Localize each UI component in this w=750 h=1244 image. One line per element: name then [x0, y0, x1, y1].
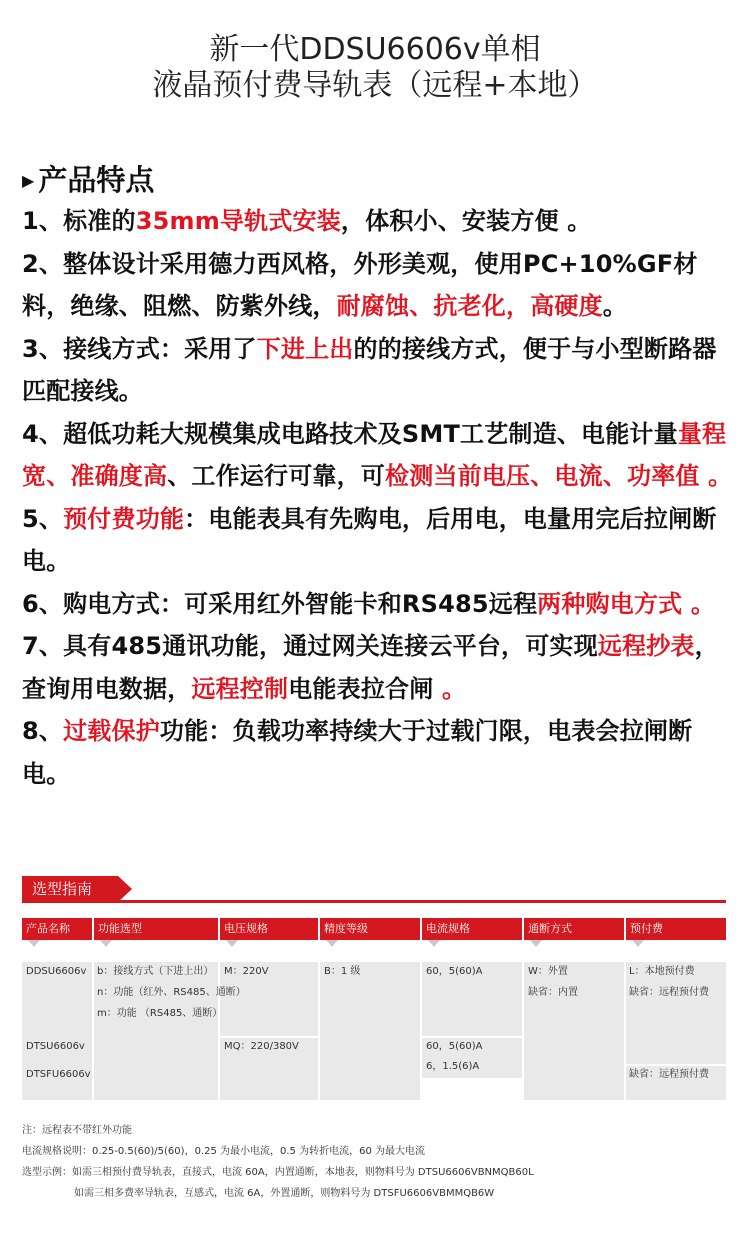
- feature-highlight: 。: [441, 674, 467, 703]
- feature-text: ：电能表具有先购电，后用电，电量用完后拉闸断电。: [22, 504, 717, 575]
- feature-text: 。: [602, 292, 628, 320]
- feature-text: 3、接线方式：采用了: [22, 334, 257, 363]
- feature-text: 1、标准的: [22, 207, 136, 235]
- feature-item-7: [22, 625, 734, 710]
- prepay-default-1: 缺省：远程预付费: [629, 987, 709, 998]
- feature-text: ，查询用电数据，: [22, 632, 719, 703]
- feature-item-6: [22, 583, 734, 626]
- selection-guide-tab: 选型指南: [22, 876, 118, 902]
- page-title-line1: 新一代DDSU6606v单相: [209, 32, 541, 67]
- switch-default: 缺省：内置: [528, 987, 578, 998]
- selection-guide-divider: [22, 900, 726, 903]
- feature-highlight: 下进上出: [256, 334, 354, 363]
- feature-text: 4、超低功耗大规模集成电路技术及SMT工艺制造、电能计量: [22, 419, 678, 448]
- chevron-down-icon: [226, 940, 238, 947]
- feature-text: 、工作运行可靠，可: [167, 462, 386, 490]
- note-current-spec: 电流规格说明：0.25-0.5(60)/5(60)，0.25 为最小电流，0.5 为转折电流，60 为最大电流: [22, 1146, 425, 1157]
- feature-text: 8、: [22, 717, 64, 745]
- features-heading-text: 产品特点: [38, 163, 155, 197]
- feature-highlight: 远程控制: [191, 674, 289, 703]
- switch-w: W：外置: [528, 966, 568, 977]
- feature-highlight: 检测当前电压、电流、功率值 。: [385, 462, 733, 490]
- chevron-down-icon: [632, 940, 644, 947]
- feature-highlight: 过载保护: [63, 717, 160, 745]
- feature-highlight: 预付费功能: [63, 504, 185, 533]
- chevron-down-icon: [326, 940, 338, 947]
- feature-text: 5、: [22, 504, 64, 533]
- feature-highlight: 两种购电方式 。: [537, 589, 716, 618]
- col-head-function: 功能选型: [94, 918, 218, 940]
- voltage-m: M：220V: [224, 966, 269, 977]
- current-3: 6，1.5(6)A: [426, 1061, 480, 1072]
- feature-item-4: [22, 413, 734, 498]
- chevron-down-icon: [530, 940, 542, 947]
- feature-item-5: [22, 498, 734, 583]
- col-head-accuracy: 精度等级: [320, 918, 420, 940]
- feature-highlight: 35mm导轨式安装: [135, 207, 341, 235]
- feature-text: 的的接线方式，便于与小型断路器匹配接线。: [22, 334, 717, 405]
- col-head-product: 产品名称: [22, 918, 92, 940]
- feature-text: 6、购电方式：可采用红外智能卡和RS485远程: [22, 589, 538, 618]
- function-n: n：功能（红外、RS485、通断）: [97, 987, 246, 998]
- cell-bg-accuracy: [320, 962, 420, 1100]
- feature-highlight: 远程抄表: [597, 632, 695, 660]
- note-remote: 注：远程表不带红外功能: [22, 1125, 132, 1136]
- prepay-default-2: 缺省：远程预付费: [629, 1069, 709, 1080]
- cell-bg-function: [94, 962, 218, 1100]
- product-dtsu: DTSU6606v: [26, 1041, 85, 1052]
- notes: [22, 1120, 534, 1204]
- feature-item-8: [22, 710, 734, 795]
- feature-text: 7、具有485通讯功能，通过网关连接云平台，可实现: [22, 632, 598, 660]
- feature-item-2: [22, 243, 734, 328]
- chevron-down-icon: [100, 940, 112, 947]
- chevron-down-icon: [428, 940, 440, 947]
- page-title-line2: 液晶预付费导轨表（远程+本地）: [152, 68, 598, 103]
- triangle-bullet-icon: ▶: [22, 171, 35, 190]
- feature-item-1: [22, 200, 734, 243]
- function-b: b：接线方式（下进上出）: [97, 966, 214, 977]
- function-m: m：功能 （RS485、通断）: [97, 1008, 223, 1019]
- col-head-switch: 通断方式: [524, 918, 624, 940]
- feature-text: 功能：负载功率持续大于过载门限，电表会拉闸断电。: [22, 717, 693, 788]
- feature-highlight: 量程宽、准确度高: [22, 419, 727, 490]
- accuracy-b: B：1 级: [324, 966, 361, 977]
- note-example-1: 选型示例：如需三相预付费导轨表，直接式，电流 60A，内置通断，本地表，则物料号为 DTSU6606VBNMQB60L: [22, 1167, 534, 1178]
- feature-text: 2、整体设计采用德力西风格，外形美观，使用PC+10%GF材料，绝缘、阻燃、防紫外线，: [22, 249, 698, 320]
- col-head-current: 电流规格: [422, 918, 522, 940]
- current-2: 60，5(60)A: [426, 1041, 483, 1052]
- chevron-down-icon: [28, 940, 40, 947]
- feature-text: 电能表拉合闸: [288, 674, 442, 703]
- product-dtsfu: DTSFU6606v: [26, 1069, 91, 1080]
- feature-highlight: 耐腐蚀、抗老化，高硬度: [336, 292, 603, 320]
- cell-bg-switch: [524, 962, 624, 1100]
- col-head-voltage: 电压规格: [220, 918, 318, 940]
- current-1: 60，5(60)A: [426, 966, 483, 977]
- voltage-mq: MQ：220/380V: [224, 1041, 299, 1052]
- note-example-2: 如需三相多费率导轨表，互感式，电流 6A，外置通断，则物料号为 DTSFU6606VBMMQB6W: [74, 1188, 495, 1199]
- col-head-prepay: 预付费: [626, 918, 726, 940]
- feature-text: ，体积小、安装方便 。: [340, 207, 592, 235]
- product-ddsu: DDSU6606v: [26, 966, 87, 977]
- feature-item-3: [22, 328, 734, 413]
- features-list: [22, 200, 734, 795]
- prepay-l: L：本地预付费: [629, 966, 695, 977]
- features-heading: [22, 160, 154, 201]
